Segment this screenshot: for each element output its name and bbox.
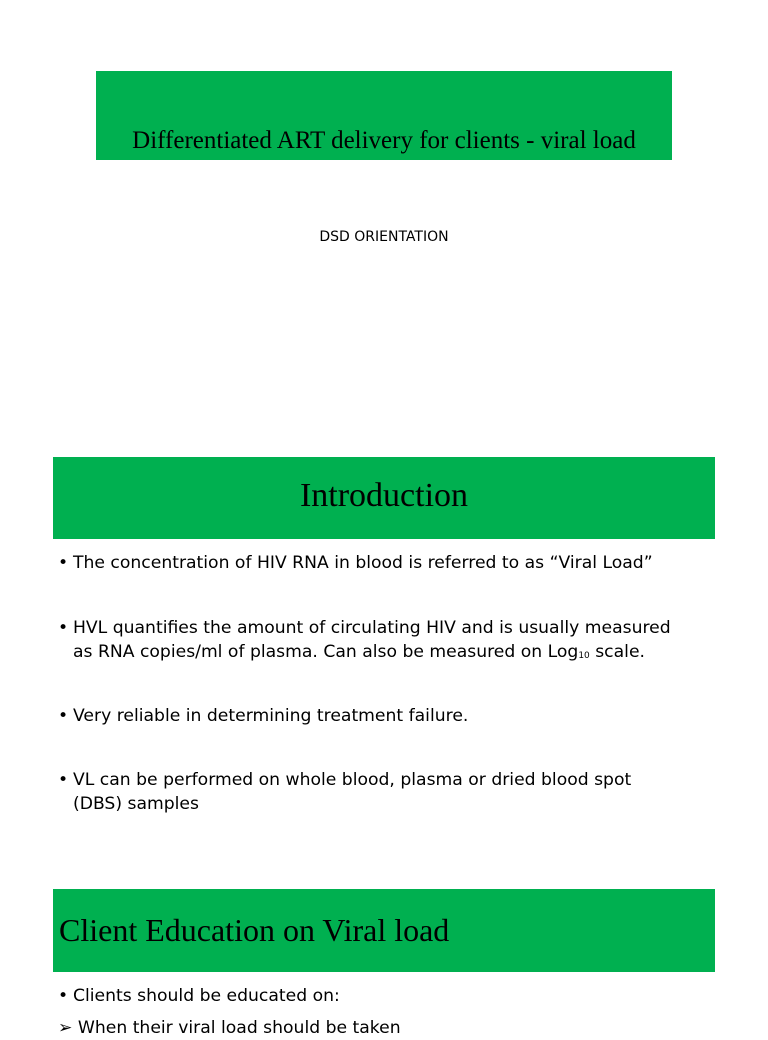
sub-item-text: When their viral load should be taken bbox=[77, 1018, 401, 1038]
list-item bbox=[58, 616, 713, 667]
bullet-icon: • bbox=[58, 770, 69, 790]
title-banner bbox=[53, 457, 715, 539]
sub-list-item bbox=[58, 1016, 401, 1040]
bullet-icon: • bbox=[58, 553, 69, 573]
bullet-text-line: HVL quantifies the amount of circulating HIV and is usually measured bbox=[73, 618, 671, 638]
slide-title: Introduction bbox=[299, 477, 469, 514]
title-banner bbox=[96, 71, 672, 160]
presentation-subtitle: DSD ORIENTATION bbox=[319, 229, 449, 245]
bullet-text-line: scale. bbox=[589, 642, 645, 662]
subscript: 10 bbox=[578, 651, 590, 661]
list-item bbox=[58, 551, 713, 575]
bullet-text-line: (DBS) samples bbox=[73, 794, 199, 814]
slide-title: Client Education on Viral load bbox=[59, 912, 450, 948]
bullet-text: The concentration of HIV RNA in blood is referred to as “Viral Load” bbox=[73, 553, 653, 573]
arrow-bullet-icon: ➢ bbox=[58, 1018, 73, 1038]
title-banner bbox=[53, 889, 715, 972]
bullet-text-line: VL can be performed on whole blood, plasma or dried blood spot bbox=[73, 770, 632, 790]
title-slide bbox=[0, 0, 768, 440]
bullet-text: Clients should be educated on: bbox=[73, 986, 340, 1006]
bullet-text-line: as RNA copies/ml of plasma. Can also be measured on Log bbox=[73, 642, 579, 662]
list-item bbox=[58, 704, 713, 728]
list-item bbox=[58, 768, 713, 816]
client-education-slide bbox=[0, 880, 768, 1038]
bullet-icon: • bbox=[58, 986, 69, 1006]
presentation-title: Differentiated ART delivery for clients - viral load bbox=[132, 127, 636, 154]
bullet-text: Very reliable in determining treatment failure. bbox=[73, 706, 469, 726]
bullet-icon: • bbox=[58, 618, 69, 638]
introduction-slide bbox=[0, 440, 768, 880]
bullet-icon: • bbox=[58, 706, 69, 726]
list-item bbox=[58, 984, 713, 1008]
